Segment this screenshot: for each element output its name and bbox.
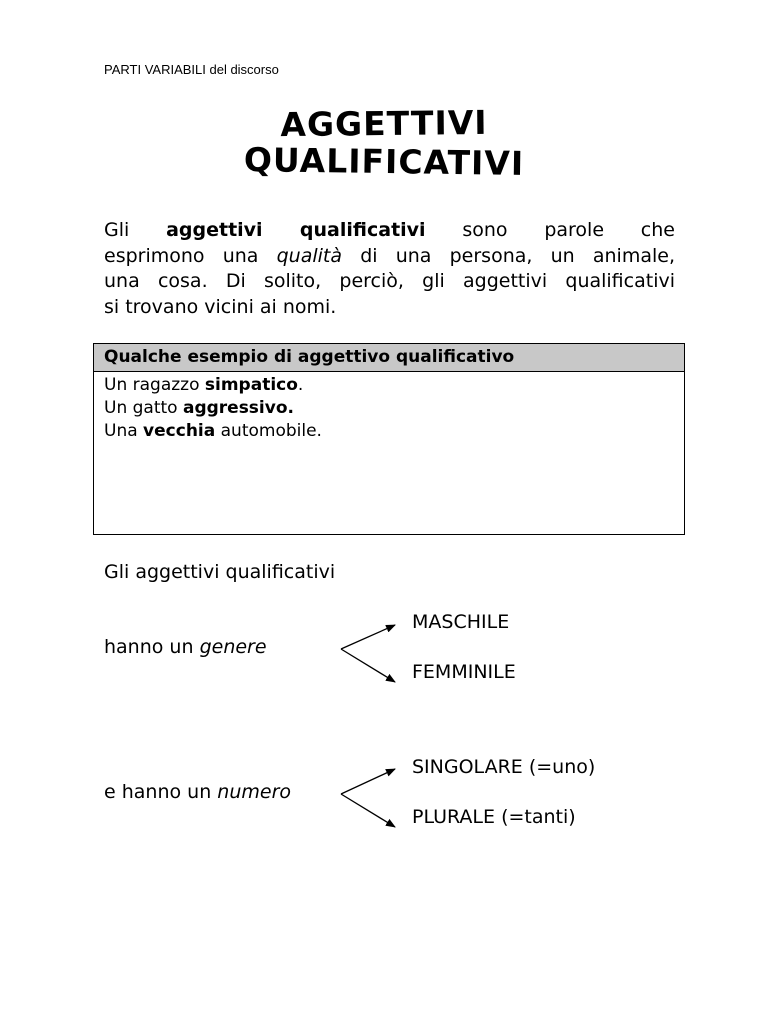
intro-line-1: Gli aggettivi qualificativi sono parole che <box>104 219 675 241</box>
numero-option-singolare: SINGOLARE (=uno) <box>412 756 596 778</box>
title-line-1: AGGETTIVI <box>280 102 488 145</box>
example-row: Una vecchia automobile. <box>104 421 322 441</box>
example-row: Un ragazzo simpatico. <box>104 375 304 395</box>
intro-line-3: una cosa. Di solito, perciò, gli aggettivi qualificativi <box>104 270 675 292</box>
genere-option-maschile: MASCHILE <box>412 611 510 633</box>
genere-arrows <box>341 625 395 682</box>
arrow-up-icon <box>341 769 395 794</box>
page-header: PARTI VARIABILI del discorso <box>104 62 279 77</box>
title-line-2: QUALIFICATIVI <box>243 140 525 183</box>
lead-text: Gli aggettivi qualificativi <box>104 561 336 583</box>
numero-option-plurale: PLURALE (=tanti) <box>412 806 576 828</box>
example-row: Un gatto aggressivo. <box>104 398 294 418</box>
bold-term: aggettivi qualificativi <box>166 219 426 241</box>
intro-line-4: si trovano vicini ai nomi. <box>104 295 337 318</box>
intro-line-2: esprimono una qualità di una persona, un animale, <box>104 244 675 267</box>
arrow-down-icon <box>341 649 395 682</box>
numero-label: e hanno un numero <box>104 781 292 803</box>
italic-term: qualità <box>276 244 343 267</box>
arrow-down-icon <box>341 794 395 827</box>
numero-arrows <box>341 769 395 827</box>
genere-option-femminile: FEMMINILE <box>412 661 516 683</box>
examples-heading: Qualche esempio di aggettivo qualificativo <box>94 344 684 372</box>
genere-label: hanno un genere <box>104 636 267 658</box>
arrow-up-icon <box>341 625 395 649</box>
